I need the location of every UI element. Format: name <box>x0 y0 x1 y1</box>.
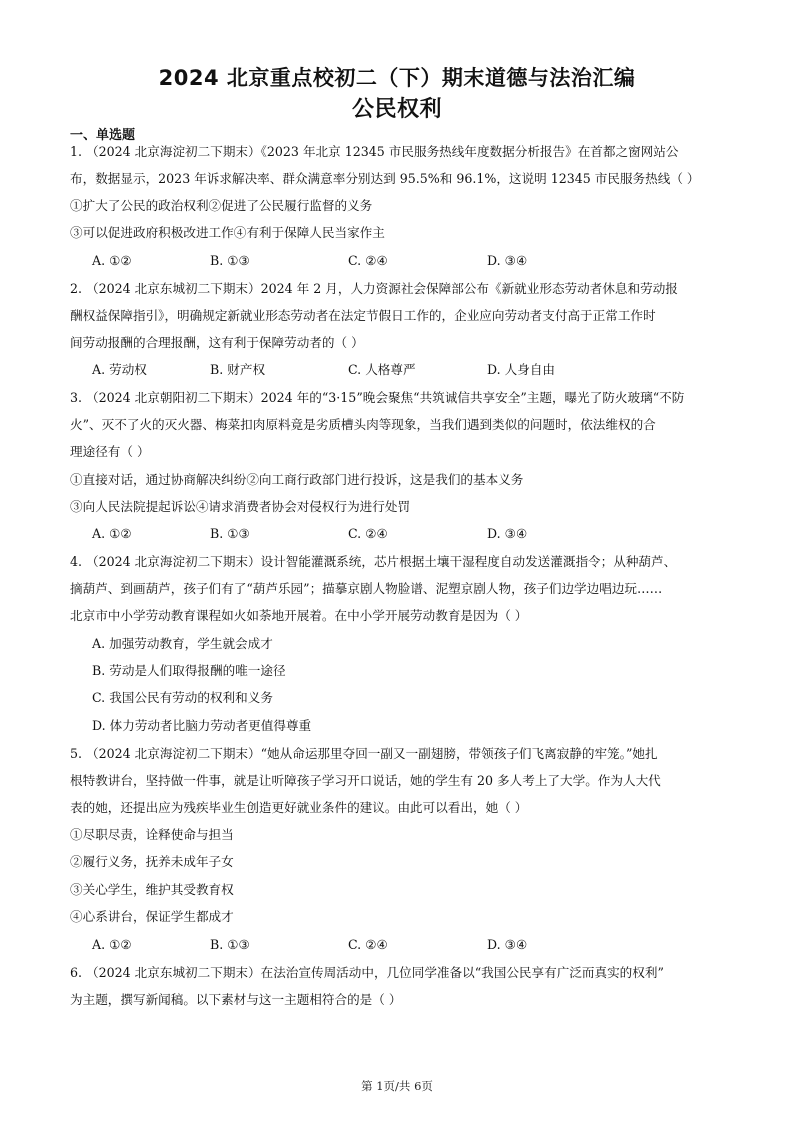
question-1-line-1: 1. （2024 北京海淀初二下期末）《2023 年北京 12345 市民服务热线年度数据分析报告》在首都之窗网站公 <box>70 144 679 159</box>
question-5-statement-2: ②履行义务，抚养未成年子女 <box>70 854 234 869</box>
question-4-line-1: 4. （2024 北京海淀初二下期末）设计智能灌溉系统，芯片根据土壤干湿程度自动发送灌溉指令；从种葫芦、 <box>70 554 677 569</box>
question-3-line-2: 火”、灭不了火的灭火器、梅菜扣肉原料竟是劣质槽头肉等现象，当我们遇到类似的问题时，依法维权的合 <box>70 417 656 432</box>
question-1-line-2: 布，数据显示，2023 年诉求解决率、群众满意率分别达到 95.5%和 96.1%，这说明 12345 市民服务热线（ ） <box>70 171 700 186</box>
question-2-option-d: D. 人身自由 <box>487 362 556 377</box>
question-4-option-d: D. 体力劳动者比脑力劳动者更值得尊重 <box>92 718 312 733</box>
question-2-option-c: C. 人格尊严 <box>348 362 416 377</box>
question-4-option-c: C. 我国公民有劳动的权利和义务 <box>92 690 273 705</box>
question-4-option-a: A. 加强劳动教育，学生就会成才 <box>92 636 273 651</box>
question-1-option-b: B. ①③ <box>210 253 250 268</box>
document-subtitle: 公民权利 <box>351 97 442 122</box>
question-1-option-a: A. ①② <box>92 253 132 268</box>
question-1-statement-b: ③可以促进政府积极改进工作④有利于保障人民当家作主 <box>70 225 385 240</box>
question-1-statement-a: ①扩大了公民的政治权利②促进了公民履行监督的义务 <box>70 198 373 213</box>
question-5-line-1: 5. （2024 北京海淀初二下期末）“她从命运那里夺回一副又一副翅膀，带领孩子们飞离寂静的牢笼。”她扎 <box>70 746 658 761</box>
question-4-option-b: B. 劳动是人们取得报酬的唯一途径 <box>92 663 286 678</box>
question-1-option-d: D. ③④ <box>487 253 528 268</box>
question-5-statement-4: ④心系讲台，保证学生都成才 <box>70 909 234 924</box>
question-2-line-1: 2. （2024 北京东城初二下期末）2024 年 2 月，人力资源社会保障部公布《新就业形态劳动者休息和劳动报 <box>70 281 678 296</box>
question-6-line-2: 为主题，撰写新闻稿。以下素材与这一主题相符合的是（ ） <box>70 992 402 1007</box>
question-5-option-d: D. ③④ <box>487 937 528 952</box>
question-5-line-2: 根特教讲台，坚持做一件事，就是让听障孩子学习开口说话，她的学生有 20 多人考上了大学。作为人大代 <box>70 773 661 788</box>
section-heading: 一、单选题 <box>70 128 136 143</box>
question-5-option-b: B. ①③ <box>210 937 250 952</box>
question-2-option-a: A. 劳动权 <box>92 362 147 377</box>
document-title: 2024 北京重点校初二（下）期末道德与法治汇编 <box>158 66 636 90</box>
question-3-option-d: D. ③④ <box>487 526 528 541</box>
question-4-line-2: 摘葫芦、到画葫芦，孩子们有了“葫芦乐园”；描摹京剧人物脸谱、泥塑京剧人物，孩子们边学边唱边玩…… <box>70 581 663 596</box>
question-2-line-2: 酬权益保障指引》，明确规定新就业形态劳动者在法定节假日工作的，企业应向劳动者支付高于正常工作时 <box>70 308 656 323</box>
question-2-option-b: B. 财产权 <box>210 362 266 377</box>
page-number-footer: 第 1页/共 6页 <box>361 1079 433 1093</box>
question-5-option-a: A. ①② <box>92 937 132 952</box>
question-3-line-3: 理途径有（ ） <box>70 444 150 459</box>
question-5-statement-3: ③关心学生，维护其受教育权 <box>70 882 234 897</box>
question-4-line-3: 北京市中小学劳动教育课程如火如荼地开展着。在中小学开展劳动教育是因为（ ） <box>70 608 528 623</box>
question-5-line-3: 表的她，还提出应为残疾毕业生创造更好就业条件的建议。由此可以看出，她（ ） <box>70 800 528 815</box>
question-3-statement-a: ①直接对话，通过协商解决纠纷②向工商行政部门进行投诉，这是我们的基本义务 <box>70 472 524 487</box>
question-3-option-a: A. ①② <box>92 526 132 541</box>
question-3-option-c: C. ②④ <box>348 526 388 541</box>
question-5-option-c: C. ②④ <box>348 937 388 952</box>
question-3-statement-b: ③向人民法院提起诉讼④请求消费者协会对侵权行为进行处罚 <box>70 499 411 514</box>
question-3-line-1: 3. （2024 北京朝阳初二下期末）2024 年的“3·15”晚会聚焦“共筑诚信共享安全”主题，曝光了防火玻璃“不防 <box>70 390 685 405</box>
question-6-line-1: 6. （2024 北京东城初二下期末）在法治宣传周活动中，几位同学准备以“我国公民享有广泛而真实的权利” <box>70 965 664 980</box>
question-2-line-3: 间劳动报酬的合理报酬，这有利于保障劳动者的（ ） <box>70 335 364 350</box>
question-3-option-b: B. ①③ <box>210 526 250 541</box>
question-1-option-c: C. ②④ <box>348 253 388 268</box>
question-5-statement-1: ①尽职尽责，诠释使命与担当 <box>70 827 234 842</box>
